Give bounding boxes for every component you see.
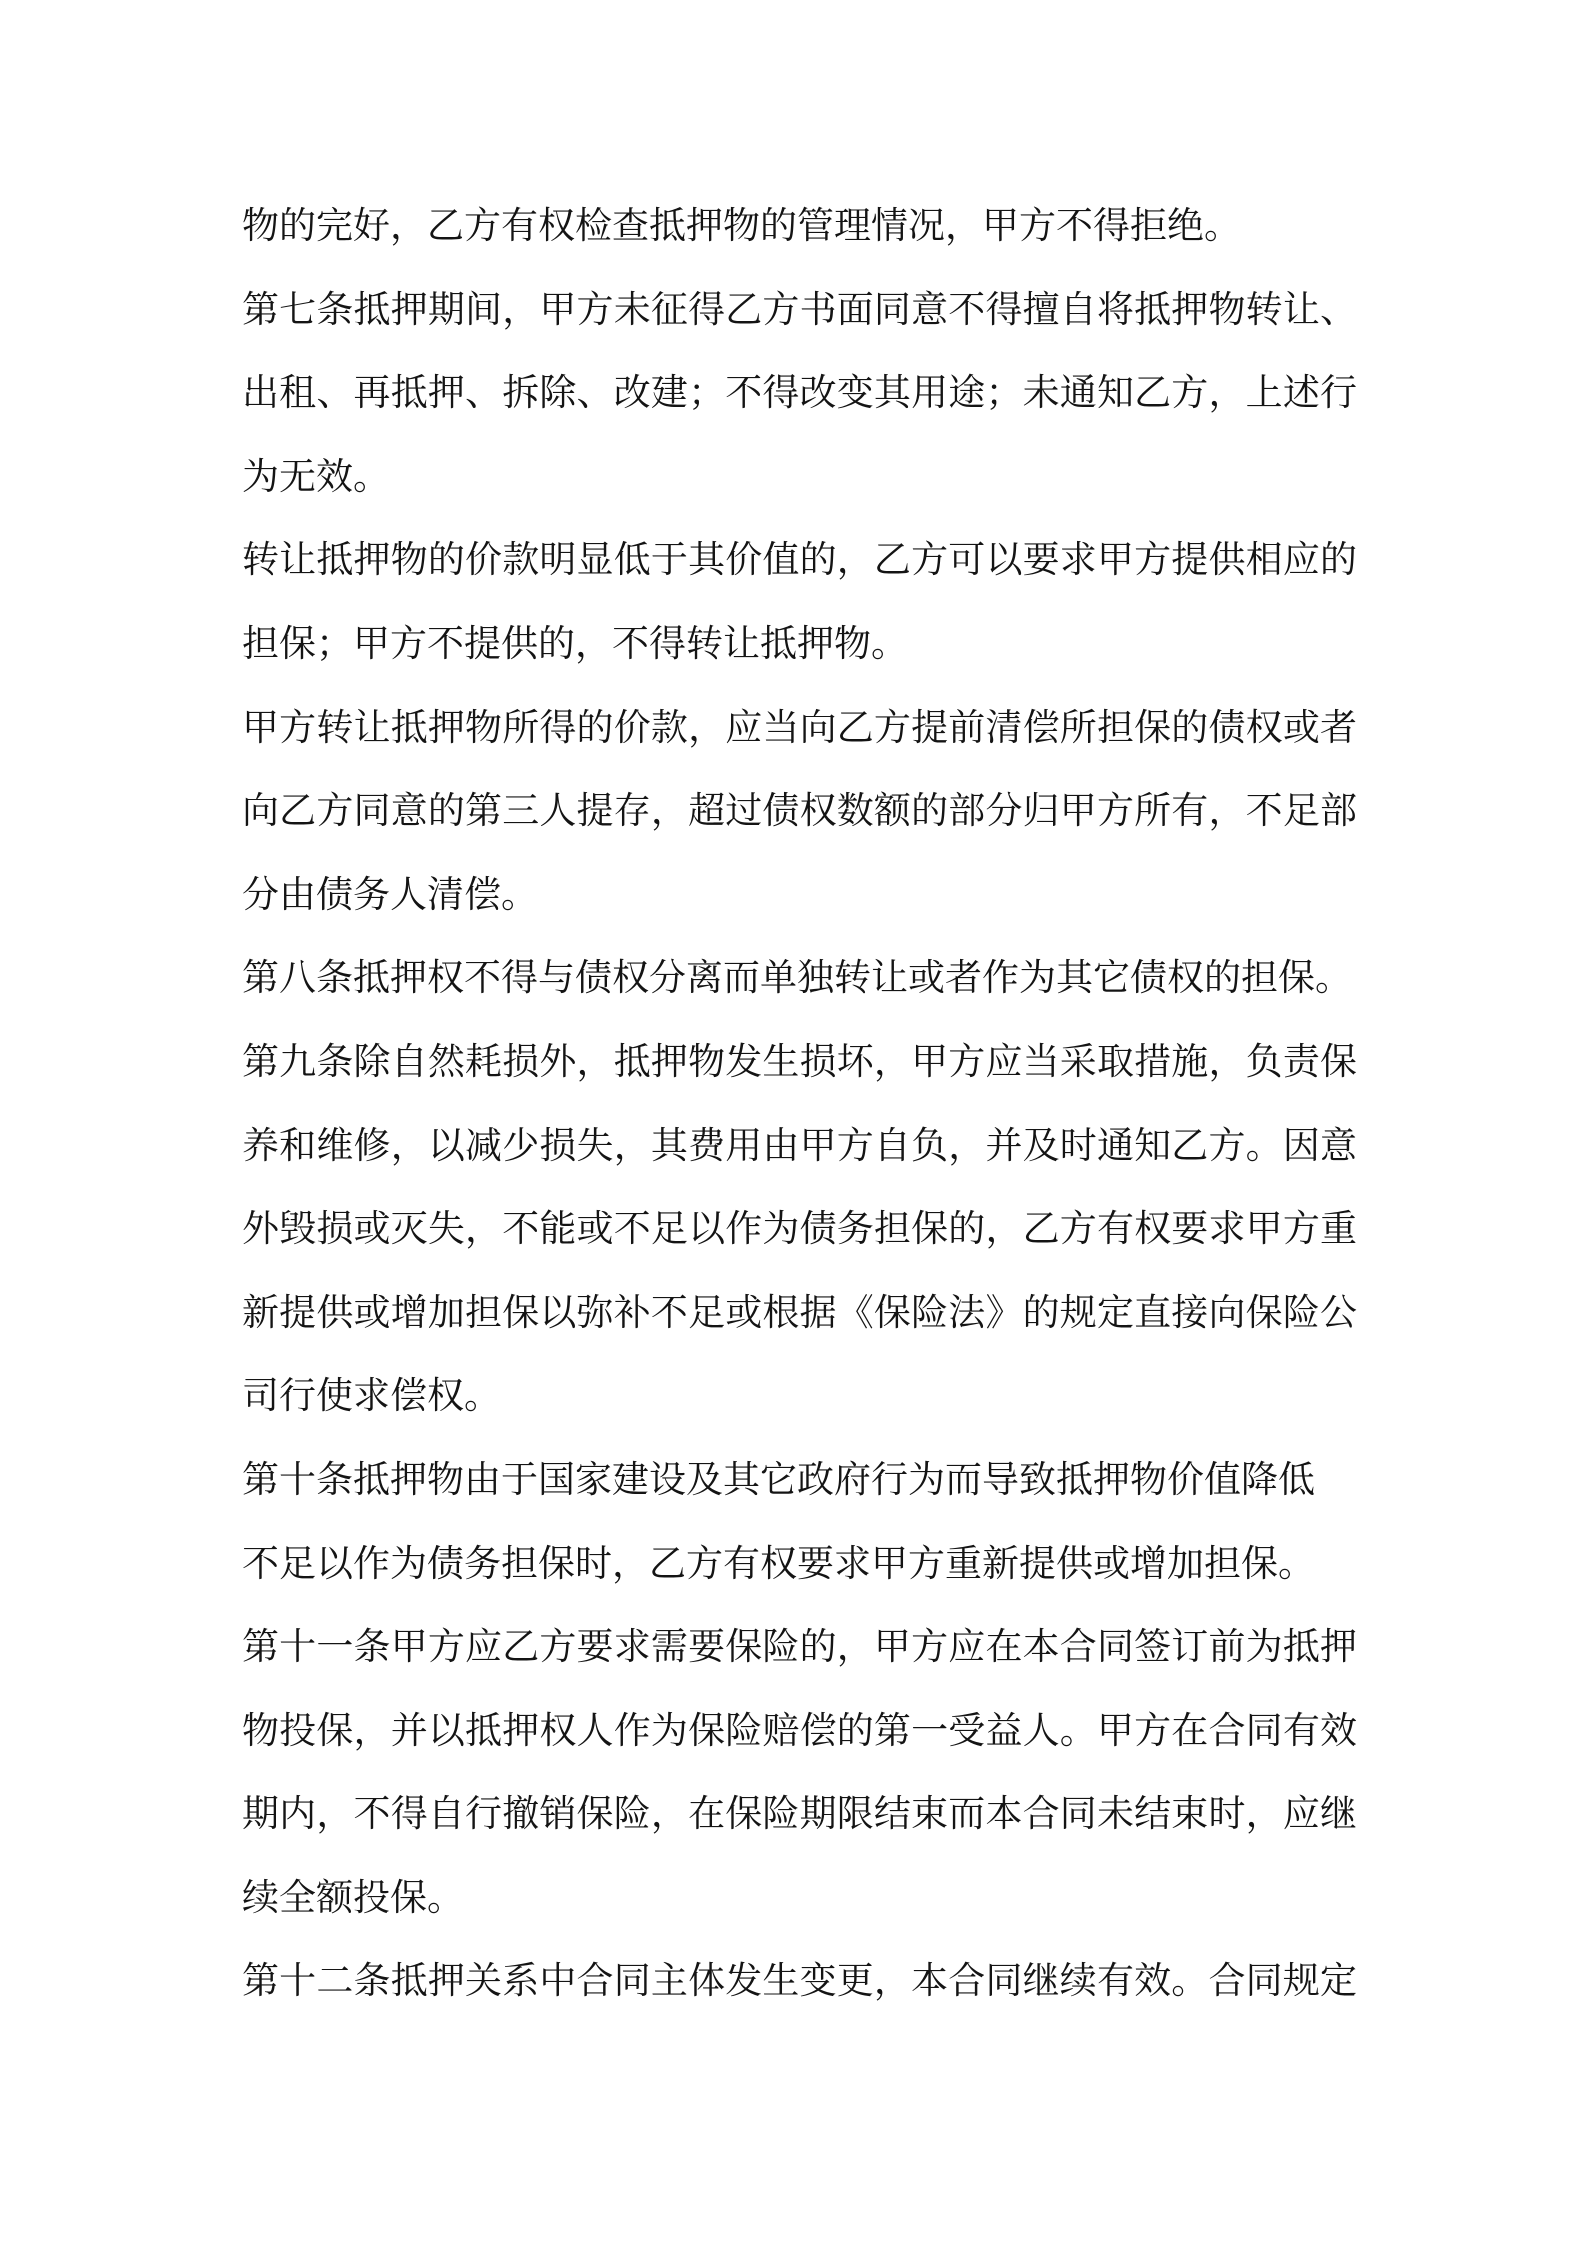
article-12-paragraph (242, 1939, 1357, 2023)
article-11-paragraph (242, 1605, 1357, 1939)
text-line: 向乙方同意的第三人提存，超过债权数额的部分归甲方所有，不足部 (242, 789, 1357, 833)
article-10-paragraph (242, 1438, 1357, 1605)
text-line: 第八条抵押权不得与债权分离而单独转让或者作为其它债权的担保。 (242, 956, 1352, 1000)
contract-text (242, 184, 1357, 2023)
text-line: 第七条抵押期间，甲方未征得乙方书面同意不得擅自将抵押物转让、 (242, 287, 1357, 331)
article-7-transfer-clause (242, 518, 1357, 685)
text-line: 期内，不得自行撤销保险，在保险期限结束而本合同未结束时，应继 (242, 1792, 1357, 1836)
text-line: 转让抵押物的价款明显低于其价值的，乙方可以要求甲方提供相应的 (242, 538, 1357, 582)
paragraph-continued (242, 184, 1357, 268)
text-line: 甲方转让抵押物所得的价款，应当向乙方提前清偿所担保的债权或者 (242, 705, 1357, 749)
text-line: 续全额投保。 (242, 1875, 464, 1919)
text-line: 出租、再抵押、拆除、改建；不得改变其用途；未通知乙方，上述行 (242, 371, 1357, 415)
text-line: 第十二条抵押关系中合同主体发生变更，本合同继续有效。合同规定 (242, 1959, 1357, 2003)
text-line: 物投保，并以抵押权人作为保险赔偿的第一受益人。甲方在合同有效 (242, 1708, 1357, 1752)
text-line: 外毁损或灭失，不能或不足以作为债务担保的，乙方有权要求甲方重 (242, 1207, 1357, 1251)
article-7-paragraph (242, 268, 1357, 519)
article-9-paragraph (242, 1020, 1357, 1438)
text-line: 新提供或增加担保以弥补不足或根据《保险法》的规定直接向保险公 (242, 1290, 1357, 1334)
article-7-proceeds-clause (242, 686, 1357, 937)
article-8-paragraph (242, 936, 1357, 1020)
text-line: 第九条除自然耗损外，抵押物发生损坏，甲方应当采取措施，负责保 (242, 1039, 1357, 1083)
text-line: 司行使求偿权。 (242, 1374, 501, 1418)
text-line: 物的完好，乙方有权检查抵押物的管理情况，甲方不得拒绝。 (242, 204, 1241, 247)
text-line: 第十条抵押物由于国家建设及其它政府行为而导致抵押物价值降低 (242, 1457, 1315, 1501)
text-line: 养和维修，以减少损失，其费用由甲方自负，并及时通知乙方。因意 (242, 1123, 1357, 1167)
text-line: 为无效。 (242, 454, 390, 498)
text-line: 不足以作为债务担保时，乙方有权要求甲方重新提供或增加担保。 (242, 1541, 1315, 1585)
text-line: 担保；甲方不提供的，不得转让抵押物。 (242, 621, 908, 665)
text-line: 第十一条甲方应乙方要求需要保险的，甲方应在本合同签订前为抵押 (242, 1625, 1357, 1669)
text-line: 分由债务人清偿。 (242, 872, 538, 916)
